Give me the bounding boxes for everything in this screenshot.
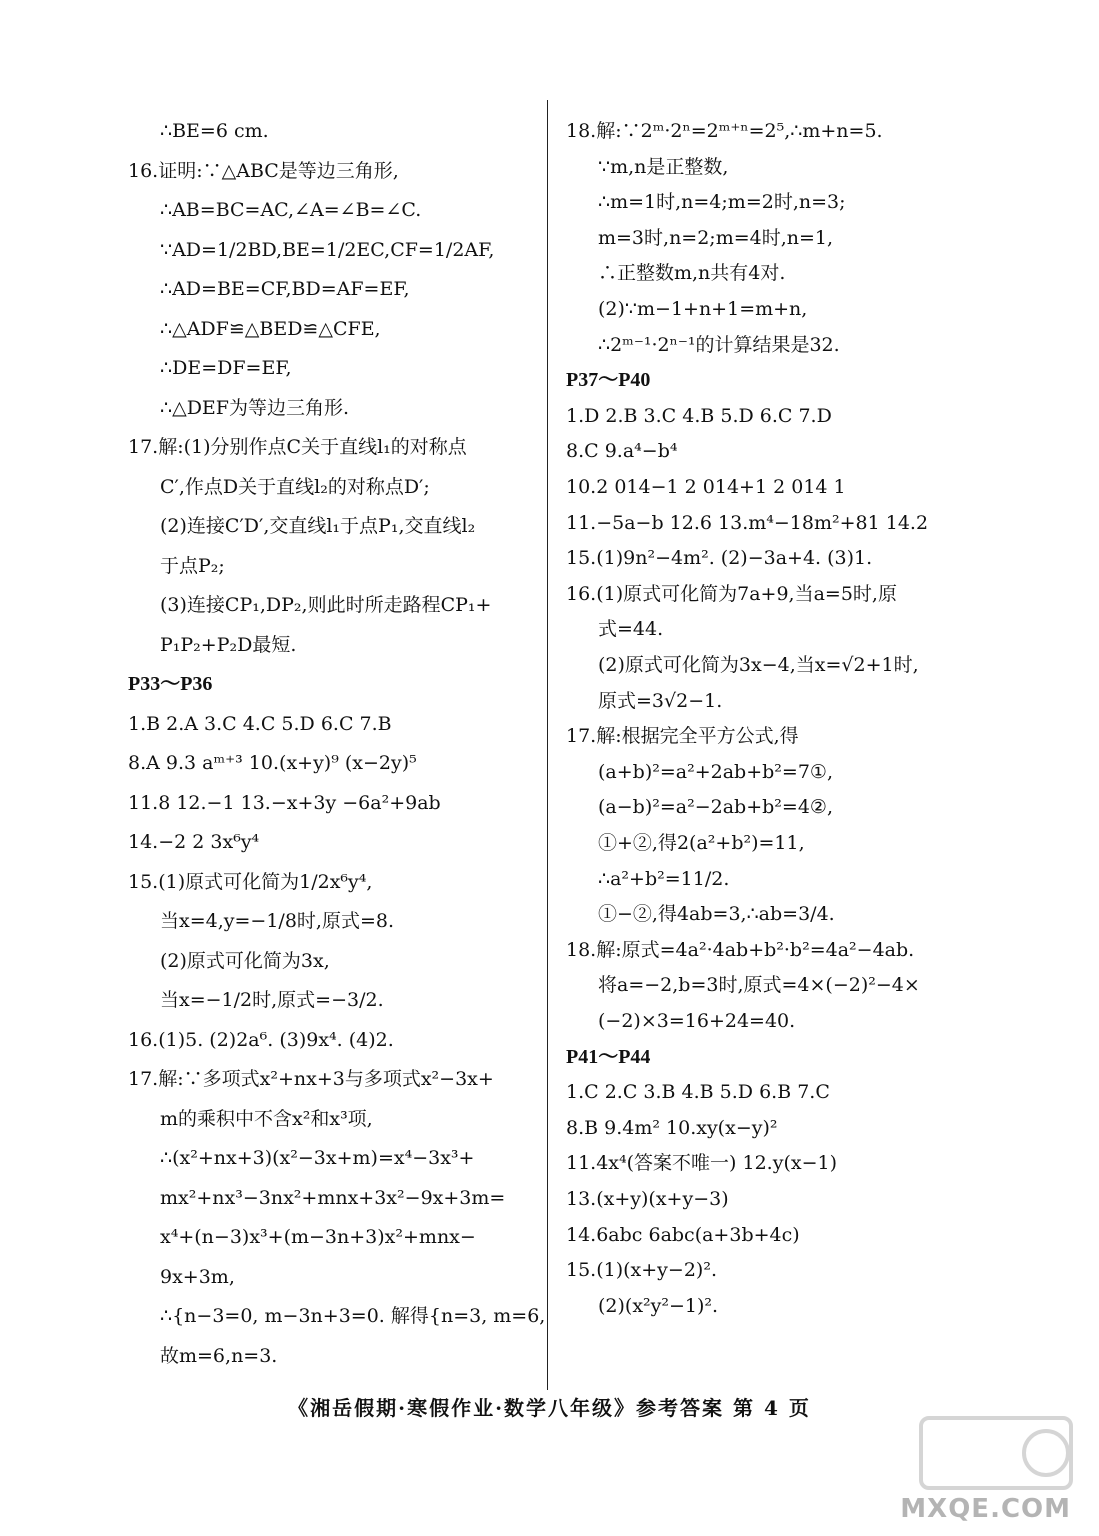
answer-line: 10.2 014−1 2 014+1 2 014 1 <box>566 476 846 498</box>
answer-line: 9x+3m, <box>160 1265 235 1288</box>
answer-line: 11.4x⁴(答案不唯一) 12.y(x−1) <box>566 1152 838 1175</box>
answer-line: 11.8 12.−1 13.−x+3y −6a²+9ab <box>128 791 441 814</box>
answer-line: ①−②,得4ab=3,∴ab=3/4. <box>598 903 835 926</box>
page-footer: 《湘岳假期·寒假作业·数学八年级》参考答案 第 4 页 <box>288 1396 811 1420</box>
answer-line: 故m=6,n=3. <box>160 1344 278 1367</box>
answer-line: P₁P₂+P₂D最短. <box>160 633 297 656</box>
answer-line: ∴△DEF为等边三角形. <box>160 396 350 419</box>
answer-line: 15.(1)原式可化简为1/2x⁶y⁴, <box>128 870 373 893</box>
answer-line: 15.(1)(x+y−2)². <box>566 1259 717 1282</box>
answer-line: x⁴+(n−3)x³+(m−3n+3)x²+mnx− <box>160 1226 476 1248</box>
answer-line: 于点P₂; <box>160 554 225 577</box>
answer-line: ∴m=1时,n=4;m=2时,n=3; <box>598 191 846 214</box>
answer-line: 1.C 2.C 3.B 4.B 5.D 6.B 7.C <box>566 1081 830 1104</box>
answer-line: (2)原式可化简为3x, <box>160 949 330 972</box>
answer-line: 15.(1)9n²−4m². (2)−3a+4. (3)1. <box>566 547 873 570</box>
answer-line: ∴AD=BE=CF,BD=AF=EF, <box>160 278 410 300</box>
answer-line: ∴正整数m,n共有4对. <box>598 262 786 285</box>
answer-line: 式=44. <box>598 618 664 641</box>
answer-line: (−2)×3=16+24=40. <box>598 1010 796 1032</box>
answer-line: ∵m,n是正整数, <box>598 155 729 178</box>
section-heading: P41～P44 <box>566 1045 651 1068</box>
section-heading: P37～P40 <box>566 369 651 392</box>
answer-line: 1.D 2.B 3.C 4.B 5.D 6.C 7.D <box>566 404 832 427</box>
answer-line: ∴(x²+nx+3)(x²−3x+m)=x⁴−3x³+ <box>160 1147 475 1169</box>
answer-line: ∴2ᵐ⁻¹·2ⁿ⁻¹的计算结果是32. <box>598 333 840 356</box>
answer-line: 当x=4,y=−1/8时,原式=8. <box>160 910 395 932</box>
watermark-text: MXQE.COM <box>900 1494 1071 1524</box>
answer-line: ∴{n−3=0, m−3n+3=0. 解得{n=3, m=6, <box>160 1305 546 1327</box>
answer-line: 14.6abc 6abc(a+3b+4c) <box>566 1223 800 1246</box>
answer-line: (3)连接CP₁,DP₂,则此时所走路程CP₁+ <box>160 594 492 616</box>
answer-line: (2)∵m−1+n+1=m+n, <box>598 298 808 320</box>
answer-line: (a+b)²=a²+2ab+b²=7①, <box>598 760 833 783</box>
answer-line: 17.解:根据完全平方公式,得 <box>566 725 799 748</box>
answer-line: ∴AB=BC=AC,∠A=∠B=∠C. <box>160 199 422 221</box>
answer-line: mx²+nx³−3nx²+mnx+3x²−9x+3m= <box>160 1186 506 1209</box>
answer-line: ∵AD=1/2BD,BE=1/2EC,CF=1/2AF, <box>160 238 495 261</box>
answer-line: m=3时,n=2;m=4时,n=1, <box>598 226 834 249</box>
answer-line: 1.B 2.A 3.C 4.C 5.D 6.C 7.B <box>128 712 392 735</box>
answer-line: 13.(x+y)(x+y−3) <box>566 1188 729 1210</box>
answer-line: 17.解:(1)分别作点C关于直线l₁的对称点 <box>128 436 467 458</box>
answer-line: 11.−5a−b 12.6 13.m⁴−18m²+81 14.2 <box>566 511 929 534</box>
answer-line: 8.B 9.4m² 10.xy(x−y)² <box>566 1116 778 1139</box>
answer-line: 16.证明:∵△ABC是等边三角形, <box>128 159 399 182</box>
answer-line: 8.C 9.a⁴−b⁴ <box>566 440 678 463</box>
answer-line: (2)连接C′D′,交直线l₁于点P₁,交直线l₂ <box>160 515 476 537</box>
answer-line: 当x=−1/2时,原式=−3/2. <box>160 989 384 1011</box>
answer-line: ①+②,得2(a²+b²)=11, <box>598 832 805 854</box>
section-heading: P33～P36 <box>128 673 213 695</box>
answer-line: 16.(1)原式可化简为7a+9,当a=5时,原 <box>566 582 897 605</box>
answer-line: 18.解:原式=4a²·4ab+b²·b²=4a²−4ab. <box>566 938 915 961</box>
answer-line: 16.(1)5. (2)2a⁶. (3)9x⁴. (4)2. <box>128 1028 394 1051</box>
answer-line: ∴a²+b²=11/2. <box>598 867 730 890</box>
answer-line: 14.−2 2 3x⁶y⁴ <box>128 831 260 853</box>
column-divider <box>547 100 548 1390</box>
answer-line: 8.A 9.3 aᵐ⁺³ 10.(x+y)⁹ (x−2y)⁵ <box>128 752 417 774</box>
answer-line: ∴BE=6 cm. <box>160 120 269 142</box>
answer-line: 将a=−2,b=3时,原式=4×(−2)²−4× <box>598 974 920 997</box>
answer-line: (2)原式可化简为3x−4,当x=√2+1时, <box>598 654 919 676</box>
answer-line: (2)(x²y²−1)². <box>598 1294 719 1317</box>
answer-line: m的乘积中不含x²和x³项, <box>160 1107 373 1130</box>
answer-line: ∴△ADF≌△BED≌△CFE, <box>160 317 381 340</box>
answer-line: (a−b)²=a²−2ab+b²=4②, <box>598 796 833 819</box>
answer-line: 17.解:∵多项式x²+nx+3与多项式x²−3x+ <box>128 1068 494 1090</box>
answer-line: C′,作点D关于直线l₂的对称点D′; <box>160 475 430 498</box>
answer-line: ∴DE=DF=EF, <box>160 357 292 379</box>
answer-line: 原式=3√2−1. <box>598 689 723 712</box>
answer-line: 18.解:∵2ᵐ·2ⁿ=2ᵐ⁺ⁿ=2⁵,∴m+n=5. <box>566 120 883 142</box>
